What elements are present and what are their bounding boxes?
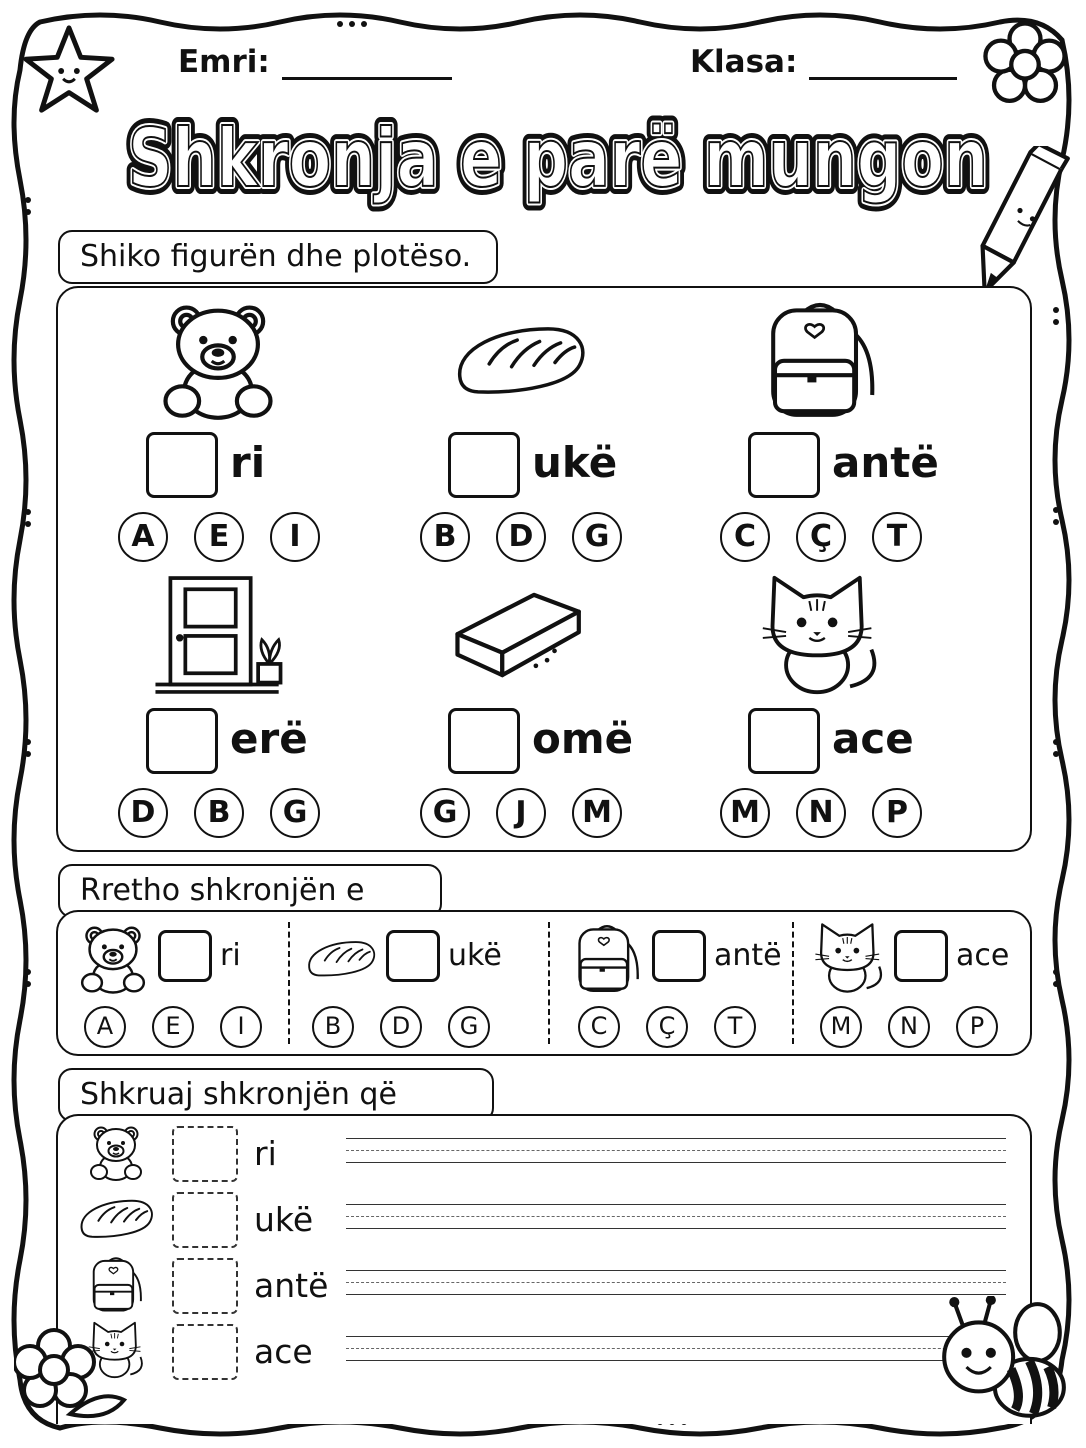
- letter-option[interactable]: C: [720, 512, 770, 562]
- backpack-icon: [570, 918, 644, 998]
- word-ending: ace: [832, 714, 914, 763]
- eraser-icon: [450, 572, 590, 698]
- letter-option[interactable]: B: [420, 512, 470, 562]
- answer-box[interactable]: [158, 930, 212, 982]
- letter-option[interactable]: A: [84, 1006, 126, 1048]
- answer-box[interactable]: [172, 1192, 238, 1248]
- exercise1-item: [118, 296, 358, 566]
- flower-icon: [14, 1324, 134, 1428]
- backpack-icon: [750, 296, 890, 422]
- name-field[interactable]: [178, 44, 452, 80]
- letter-option[interactable]: Ç: [796, 512, 846, 562]
- answer-box[interactable]: [448, 432, 520, 498]
- word-ending: ace: [956, 938, 1010, 973]
- exercise2-item: [566, 918, 796, 1054]
- letter-option[interactable]: D: [496, 512, 546, 562]
- letter-option[interactable]: D: [380, 1006, 422, 1048]
- word-ending: ukë: [448, 938, 502, 973]
- letter-option[interactable]: T: [714, 1006, 756, 1048]
- letter-option[interactable]: N: [888, 1006, 930, 1048]
- word-ending: omë: [532, 714, 634, 763]
- answer-box[interactable]: [172, 1126, 238, 1182]
- word-ending: ukë: [254, 1200, 314, 1239]
- writing-row: [66, 1120, 1016, 1184]
- letter-option[interactable]: M: [820, 1006, 862, 1048]
- letter-option[interactable]: A: [118, 512, 168, 562]
- answer-box[interactable]: [146, 708, 218, 774]
- letter-option[interactable]: Ç: [646, 1006, 688, 1048]
- name-label: Emri:: [178, 44, 270, 80]
- answer-box[interactable]: [172, 1258, 238, 1314]
- answer-box[interactable]: [386, 930, 440, 982]
- letter-option[interactable]: T: [872, 512, 922, 562]
- exercise1-item: [720, 296, 960, 566]
- word-ending: ukë: [532, 438, 618, 487]
- letter-option[interactable]: D: [118, 788, 168, 838]
- divider: [548, 922, 550, 1044]
- letter-option[interactable]: G: [448, 1006, 490, 1048]
- answer-box[interactable]: [748, 708, 820, 774]
- pencil-icon: [968, 146, 1072, 302]
- letter-option[interactable]: I: [220, 1006, 262, 1048]
- flower-icon: [982, 20, 1068, 106]
- exercise1-item: [118, 572, 358, 842]
- letter-option[interactable]: G: [572, 512, 622, 562]
- letter-option[interactable]: M: [720, 788, 770, 838]
- exercise1-item: [420, 572, 660, 842]
- star-icon: [20, 22, 118, 120]
- bee-icon: [932, 1296, 1074, 1432]
- writing-lines[interactable]: [346, 1204, 1006, 1244]
- letter-option[interactable]: P: [956, 1006, 998, 1048]
- answer-box[interactable]: [652, 930, 706, 982]
- section2-label: Rretho shkronjën e: [58, 864, 442, 918]
- letter-option[interactable]: I: [270, 512, 320, 562]
- answer-box[interactable]: [448, 708, 520, 774]
- cat-icon: [750, 572, 890, 698]
- word-ending: ri: [254, 1134, 277, 1173]
- exercise2-item: [808, 918, 1038, 1054]
- writing-lines[interactable]: [346, 1336, 1006, 1376]
- letter-option[interactable]: E: [152, 1006, 194, 1048]
- writing-row: [66, 1252, 1016, 1316]
- exercise1-item: [720, 572, 960, 842]
- answer-box[interactable]: [894, 930, 948, 982]
- letter-option[interactable]: B: [312, 1006, 354, 1048]
- letter-option[interactable]: G: [420, 788, 470, 838]
- section3-label: Shkruaj shkronjën që: [58, 1068, 494, 1122]
- teddy-bear-icon: [76, 1122, 156, 1182]
- class-label: Klasa:: [690, 44, 798, 80]
- exercise1-item: [420, 296, 660, 566]
- word-ending: antë: [254, 1266, 329, 1305]
- bread-icon: [304, 918, 378, 998]
- word-ending: erë: [230, 714, 308, 763]
- writing-lines[interactable]: [346, 1138, 1006, 1178]
- writing-row: [66, 1186, 1016, 1250]
- word-ending: ri: [230, 438, 266, 487]
- section1-label: Shiko figurën dhe plotëso.: [58, 230, 498, 284]
- writing-row: [66, 1318, 1016, 1382]
- class-field[interactable]: [690, 44, 957, 80]
- letter-option[interactable]: C: [578, 1006, 620, 1048]
- page-title: [118, 104, 998, 214]
- answer-box[interactable]: [146, 432, 218, 498]
- door-icon: [148, 572, 288, 698]
- letter-option[interactable]: N: [796, 788, 846, 838]
- letter-option[interactable]: E: [194, 512, 244, 562]
- letter-option[interactable]: M: [572, 788, 622, 838]
- exercise2-item: [72, 918, 302, 1054]
- backpack-icon: [76, 1254, 156, 1314]
- word-ending: antë: [832, 438, 939, 487]
- word-ending: ace: [254, 1332, 313, 1371]
- word-ending: antë: [714, 938, 782, 973]
- letter-option[interactable]: G: [270, 788, 320, 838]
- teddy-bear-icon: [76, 918, 150, 998]
- letter-option[interactable]: B: [194, 788, 244, 838]
- letter-option[interactable]: P: [872, 788, 922, 838]
- bread-icon: [450, 296, 590, 422]
- svg-text:Shkronja e parë mungon: Shkronja e parë mungon: [128, 112, 988, 205]
- answer-box[interactable]: [172, 1324, 238, 1380]
- svg-text:Shkronja e parë mungon: Shkronja e parë mungon: [128, 112, 988, 205]
- teddy-bear-icon: [148, 296, 288, 422]
- answer-box[interactable]: [748, 432, 820, 498]
- writing-lines[interactable]: [346, 1270, 1006, 1310]
- cat-icon: [812, 918, 886, 998]
- svg-text:Shkronja e parë mungon: Shkronja e parë mungon: [128, 112, 988, 205]
- exercise2-item: [300, 918, 530, 1054]
- bread-icon: [76, 1188, 156, 1248]
- letter-option[interactable]: J: [496, 788, 546, 838]
- word-ending: ri: [220, 938, 241, 973]
